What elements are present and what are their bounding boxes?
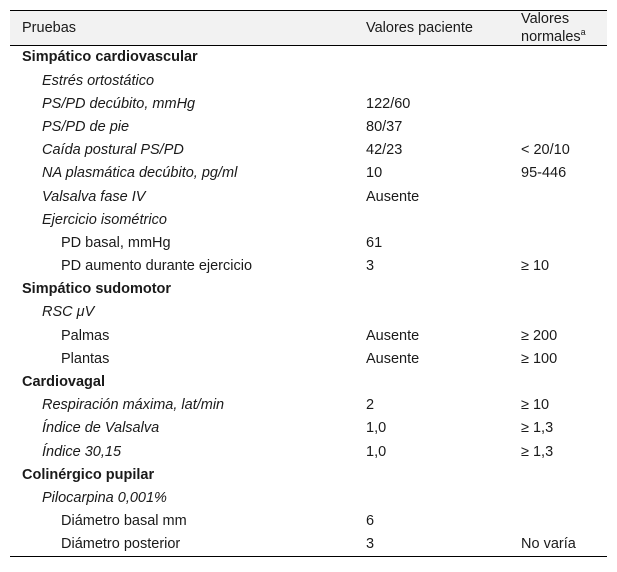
table-row — [10, 92, 607, 115]
table-row — [10, 533, 607, 557]
table-header — [10, 11, 607, 46]
cell-test-name: Diámetro basal mm — [61, 513, 187, 530]
cell-test-name: Índice 30,15 — [42, 443, 122, 460]
cell-normal-value — [509, 45, 607, 69]
table-row — [10, 347, 607, 370]
cell-normal-value — [509, 231, 607, 254]
cell-patient-value — [354, 463, 509, 486]
cell-normal-value: ≥ 100 — [521, 350, 558, 367]
cell-test-name: RSC μV — [42, 304, 95, 321]
cell-normal-value: ≥ 1,3 — [521, 420, 554, 437]
cell-normal-value: No varía — [509, 533, 607, 557]
cell-patient-value: Ausente — [366, 327, 420, 344]
cell-normal-value: 95-446 — [521, 165, 567, 182]
table-row — [10, 255, 607, 278]
cell-patient-value: 10 — [366, 165, 383, 182]
cell-test-name: PD basal, mmHg — [61, 234, 171, 251]
cell-test-name: Simpático cardiovascular — [22, 49, 198, 66]
cell-patient-value — [354, 69, 509, 92]
cell-test-name: Caída postural PS/PD — [42, 142, 184, 159]
cell-test-name: Respiración máxima, lat/min — [42, 397, 225, 414]
cell-test-name: NA plasmática decúbito, pg/ml — [42, 165, 238, 182]
cell-patient-value — [354, 278, 509, 301]
cell-test-name: Cardiovagal — [22, 374, 105, 391]
autonomic-tests-table-container — [10, 10, 607, 557]
cell-normal-value: ≥ 10 — [521, 397, 550, 414]
table-row — [10, 162, 607, 185]
cell-test-name: Palmas — [61, 327, 110, 344]
table-row — [10, 278, 607, 301]
cell-normal-value — [509, 301, 607, 324]
cell-patient-value: 61 — [366, 234, 383, 251]
cell-normal-value — [509, 278, 607, 301]
cell-test-name: Colinérgico pupilar — [22, 466, 155, 483]
table-row — [10, 486, 607, 509]
cell-patient-value: 2 — [366, 397, 375, 414]
cell-test-name: Valsalva fase IV — [42, 188, 146, 205]
cell-normal-value: ≥ 10 — [521, 258, 550, 275]
footnote-marker: a — [580, 27, 586, 37]
cell-test-name: Diámetro posterior — [10, 533, 354, 557]
cell-patient-value: 80/37 — [366, 118, 403, 135]
cell-patient-value: 42/23 — [366, 142, 403, 159]
table-row — [10, 69, 607, 92]
header-row — [10, 11, 607, 46]
cell-normal-value — [509, 208, 607, 231]
table-row — [10, 324, 607, 347]
cell-patient-value: 3 — [366, 258, 375, 275]
cell-patient-value: Ausente — [366, 188, 420, 205]
cell-patient-value: 1,0 — [366, 420, 387, 437]
header-valores-normales-label: Valores normales — [521, 11, 581, 45]
table-row — [10, 185, 607, 208]
table-row — [10, 394, 607, 417]
table-row — [10, 231, 607, 254]
table-row — [10, 370, 607, 393]
cell-normal-value — [509, 510, 607, 533]
cell-patient-value: Ausente — [366, 350, 420, 367]
cell-normal-value — [509, 92, 607, 115]
cell-normal-value — [509, 370, 607, 393]
cell-normal-value: ˂ 20/10 — [521, 142, 570, 159]
table-row — [10, 115, 607, 138]
cell-patient-value — [354, 45, 509, 69]
cell-test-name: Estrés ortostático — [42, 72, 155, 89]
cell-test-name: Plantas — [61, 350, 110, 367]
cell-test-name: PS/PD decúbito, mmHg — [42, 95, 196, 112]
cell-normal-value — [509, 69, 607, 92]
cell-patient-value — [354, 370, 509, 393]
table-row — [10, 139, 607, 162]
header-valores-paciente: Valores paciente — [354, 11, 509, 46]
cell-normal-value — [509, 185, 607, 208]
table-row — [10, 440, 607, 463]
header-pruebas: Pruebas — [10, 11, 354, 46]
cell-test-name: Pilocarpina 0,001% — [42, 489, 167, 506]
cell-patient-value — [354, 486, 509, 509]
table-row — [10, 208, 607, 231]
cell-test-name: Simpático sudomotor — [22, 281, 172, 298]
cell-normal-value — [509, 463, 607, 486]
cell-test-name: PD aumento durante ejercicio — [61, 258, 253, 275]
cell-patient-value — [354, 208, 509, 231]
table-body — [10, 45, 607, 556]
cell-test-name: PS/PD de pie — [42, 118, 130, 135]
table-row — [10, 301, 607, 324]
cell-normal-value: ≥ 200 — [521, 327, 558, 344]
autonomic-tests-table — [10, 10, 607, 557]
cell-patient-value: 3 — [354, 533, 509, 557]
cell-test-name: Ejercicio isométrico — [42, 211, 167, 228]
cell-normal-value — [509, 486, 607, 509]
cell-test-name: Índice de Valsalva — [42, 420, 160, 437]
table-row — [10, 463, 607, 486]
table-row — [10, 417, 607, 440]
cell-normal-value: ≥ 1,3 — [521, 443, 554, 460]
cell-patient-value: 6 — [366, 513, 375, 530]
table-row — [10, 45, 607, 69]
header-valores-normales — [509, 11, 607, 46]
cell-patient-value — [354, 301, 509, 324]
cell-patient-value: 122/60 — [366, 95, 411, 112]
cell-normal-value — [509, 115, 607, 138]
cell-patient-value: 1,0 — [366, 443, 387, 460]
table-row — [10, 510, 607, 533]
